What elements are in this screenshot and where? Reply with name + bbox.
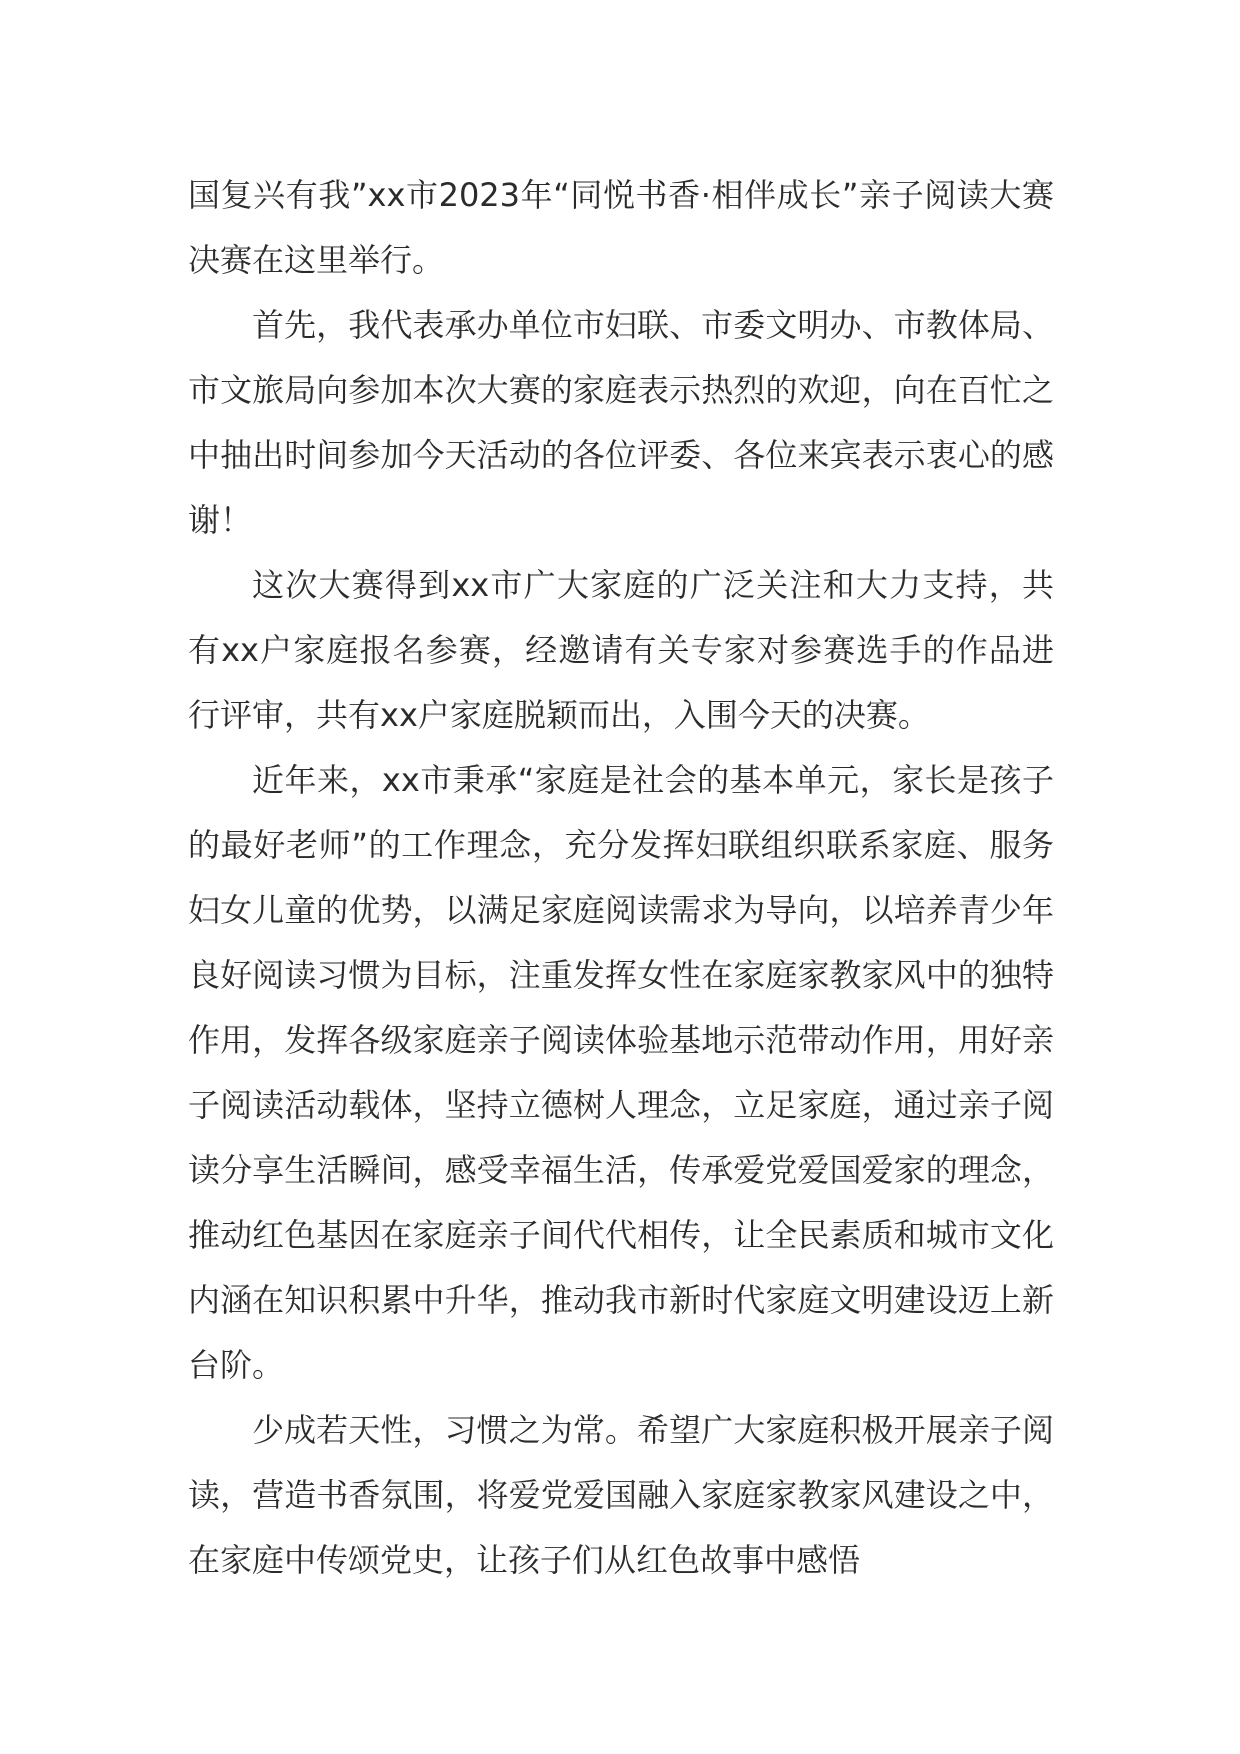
paragraph-4: 近年来，xx市秉承“家庭是社会的基本单元，家长是孩子的最好老师”的工作理念，充分发挥妇联组织联系家庭、服务妇女儿童的优势，以满足家庭阅读需求为导向，以培养青少年良好阅读习惯为目标，注重发挥女性在家庭家教家风中的独特作用，发挥各级家庭亲子阅读体验基地示范带动作用，用好亲子阅读活动载体，坚持立德树人理念，立足家庭，通过亲子阅读分享生活瞬间，感受幸福生活，传承爱党爱国爱家的理念，推动红色基因在家庭亲子间代代相传，让全民素质和城市文化内涵在知识积累中升华，推动我市新时代家庭文明建设迈上新台阶。 xyxy=(188,761,1054,1384)
paragraph-3: 这次大赛得到xx市广大家庭的广泛关注和大力支持，共有xx户家庭报名参赛，经邀请有关专家对参赛选手的作品进行评审，共有xx户家庭脱颖而出，入围今天的决赛。 xyxy=(188,566,1054,734)
paragraph-5: 少成若天性，习惯之为常。希望广大家庭积极开展亲子阅读，营造书香氛围，将爱党爱国融入家庭家教家风建设之中，在家庭中传颂党史，让孩子们从红色故事中感悟 xyxy=(188,1411,1054,1579)
document-body xyxy=(188,163,1054,1593)
paragraph-1: 国复兴有我”xx市2023年“同悦书香·相伴成长”亲子阅读大赛决赛在这里举行。 xyxy=(188,176,1054,279)
paragraph-2: 首先，我代表承办单位市妇联、市委文明办、市教体局、市文旅局向参加本次大赛的家庭表示热烈的欢迎，向在百忙之中抽出时间参加今天活动的各位评委、各位来宾表示衷心的感谢！ xyxy=(188,306,1054,539)
